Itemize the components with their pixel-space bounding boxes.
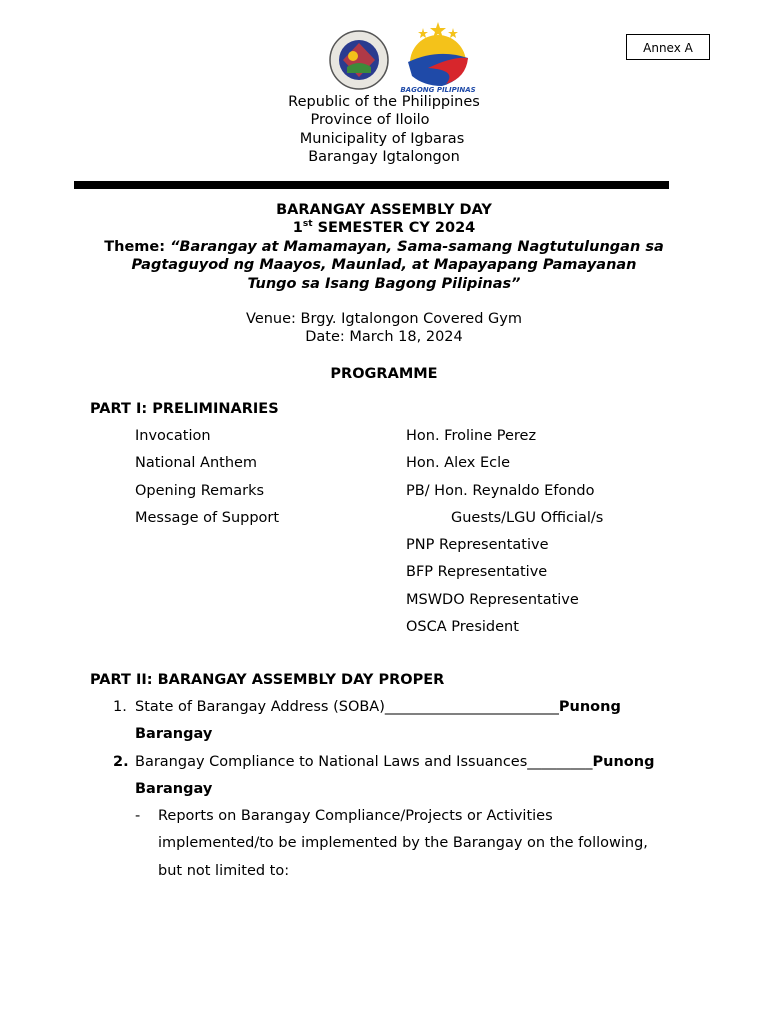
soba-text: State of Barangay Address (SOBA)________________________: [135, 699, 559, 715]
header-line-barangay: Barangay Igtalongon: [308, 149, 460, 166]
header-lines: [0, 93, 768, 167]
part1-heading: PART I: PRELIMINARIES: [90, 401, 279, 417]
barangay-seal-logo: [329, 29, 389, 91]
theme-line-2: Pagtaguyod ng Maayos, Maunlad, at Mapayapang Pamayanan: [131, 257, 637, 274]
compliance-assignee: Punong: [592, 754, 655, 770]
part2-item1-number: 1.: [113, 699, 127, 715]
support-person: MSWDO Representative: [406, 592, 579, 608]
event-title: BARANGAY ASSEMBLY DAY: [276, 202, 492, 218]
event-title-block: [0, 201, 768, 293]
theme-line-1: [0, 238, 768, 256]
part2-item2-number: 2.: [113, 754, 129, 770]
header-line-province: Province of Iloilo: [310, 112, 430, 129]
part1-item-label: Opening Remarks: [135, 483, 265, 499]
bagong-pilipinas-label: BAGONG PILIPINAS: [400, 86, 476, 94]
part2-item2-text: [135, 754, 654, 770]
part2-heading: PART II: BARANGAY ASSEMBLY DAY PROPER: [90, 672, 445, 688]
bagong-pilipinas-logo: [398, 18, 478, 98]
sub-item-line-1: Reports on Barangay Compliance/Projects or Activities: [158, 808, 553, 824]
compliance-text: Barangay Compliance to National Laws and Issuances_________: [135, 754, 593, 770]
sub-item-line-3: but not limited to:: [158, 863, 290, 879]
semester-number: 1: [292, 220, 303, 237]
support-person: PNP Representative: [406, 537, 549, 553]
theme-line-3: Tungo sa Isang Bagong Pilipinas”: [247, 275, 521, 292]
support-person: BFP Representative: [406, 564, 548, 580]
venue-date-block: [0, 310, 768, 347]
semester-line: [0, 219, 768, 237]
part1-item-person: Hon. Froline Perez: [406, 428, 537, 444]
support-person: OSCA President: [406, 619, 519, 635]
header-line-republic: Republic of the Philippines: [288, 94, 480, 110]
part1-item-label: Message of Support: [135, 510, 280, 526]
part1-item-person: Hon. Alex Ecle: [406, 455, 511, 471]
venue: Venue: Brgy. Igtalongon Covered Gym: [246, 311, 522, 327]
header-line-municipality: Municipality of Igbaras: [299, 130, 465, 147]
part1-item-person: PB/ Hon. Reynaldo Efondo: [406, 483, 595, 499]
sub-item-line-2: implemented/to be implemented by the Barangay on the following,: [158, 835, 648, 851]
soba-assignee: Punong: [558, 699, 621, 715]
programme-heading: PROGRAMME: [330, 366, 438, 382]
event-date: Date: March 18, 2024: [305, 329, 463, 346]
annex-label: Annex A: [626, 34, 710, 60]
semester-suffix: st: [302, 219, 313, 230]
part2-item1-text: [135, 699, 621, 715]
part1-item-person: Guests/LGU Official/s: [451, 510, 604, 526]
soba-assignee-cont: Barangay: [135, 726, 213, 742]
semester-text: SEMESTER CY 2024: [312, 220, 476, 237]
sub-item-dash: -: [135, 808, 141, 824]
part1-item-label: National Anthem: [135, 455, 258, 471]
compliance-assignee-cont: Barangay: [135, 781, 213, 797]
header-divider: [74, 181, 669, 189]
part1-item-label: Invocation: [135, 428, 211, 444]
theme-label: Theme:: [104, 238, 171, 255]
theme-text-1: “Barangay at Mamamayan, Sama-samang Nagtutulungan sa: [170, 238, 664, 255]
